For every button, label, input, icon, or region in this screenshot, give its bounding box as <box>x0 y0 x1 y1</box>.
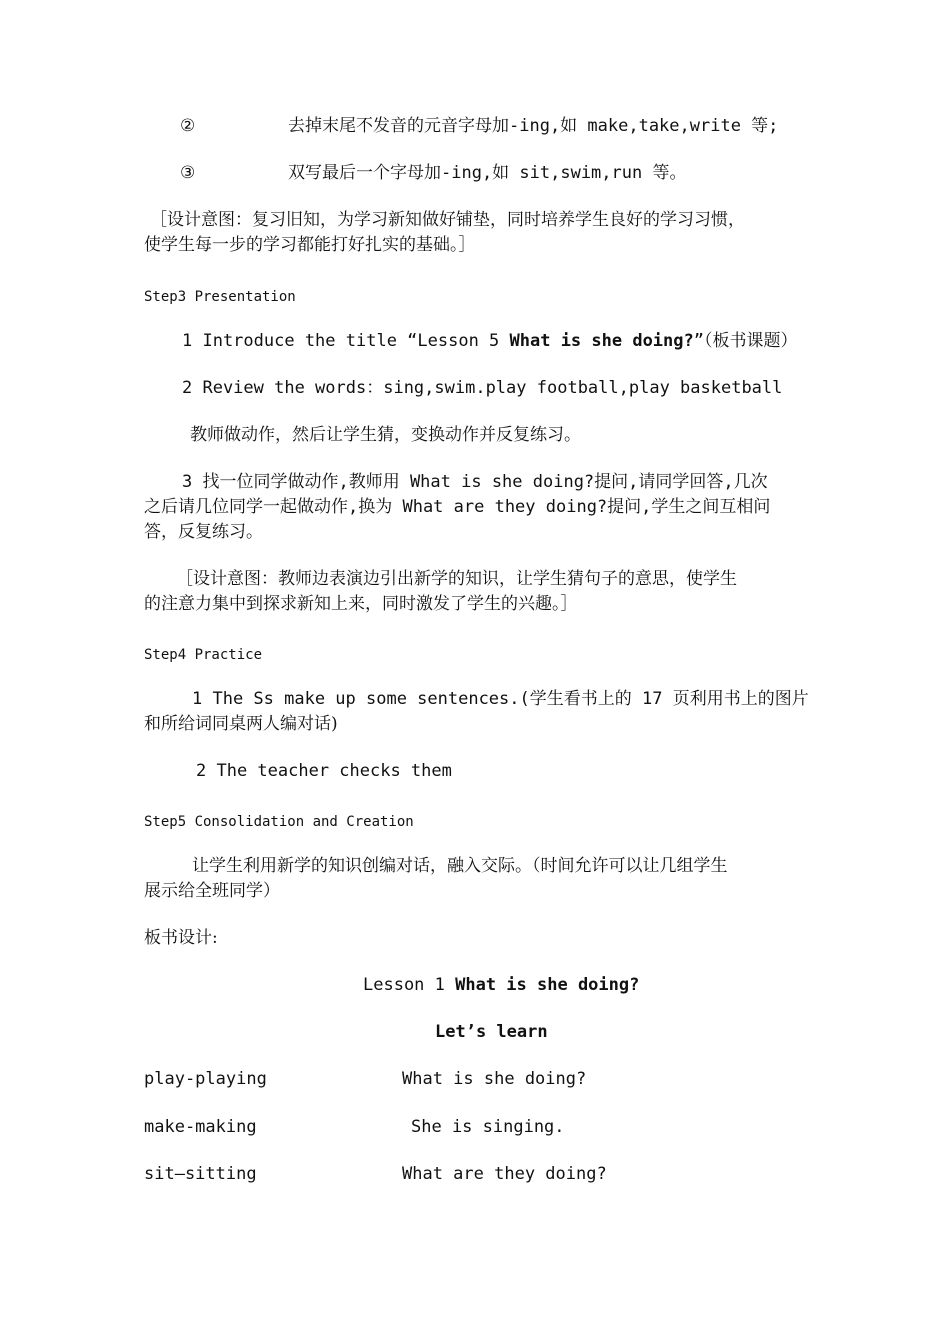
step5-heading: Step5 Consolidation and Creation <box>144 814 414 830</box>
step5-line2: 展示给全班同学） <box>144 881 280 901</box>
rule-text-3: 双写最后一个字母加-ing,如 sit,swim,run 等。 <box>288 163 687 183</box>
step3-item2: 2 Review the words：sing,swim.play football,play basketball <box>182 378 783 398</box>
step3-heading: Step3 Presentation <box>144 289 296 305</box>
rule-marker-3: ③ <box>180 163 196 183</box>
step3-item1-title: What is she doing? <box>509 331 694 351</box>
rule-marker-2: ② <box>180 116 196 136</box>
board-label: 板书设计: <box>144 928 218 948</box>
step3-teacher-action: 教师做动作，然后让学生猜，变换动作并反复练习。 <box>190 425 581 445</box>
step4-item1-line1: 1 The Ss make up some sentences.(学生看书上的 17 页利用书上的图片 <box>192 689 809 709</box>
step3-item1 <box>182 329 798 353</box>
step4-heading: Step4 Practice <box>144 647 263 663</box>
design-note-1-line1: ［设计意图：复习旧知，为学习新知做好铺垫，同时培养学生良好的学习习惯， <box>150 210 745 230</box>
design-note-1-line2: 使学生每一步的学习都能打好扎实的基础。］ <box>144 235 476 255</box>
step3-item1-prefix: 1 Introduce the title “Lesson 5 <box>182 331 510 351</box>
board-row-3-left: sit—sitting <box>144 1164 257 1184</box>
step3-item3-line2: 之后请几位同学一起做动作,换为 What are they doing?提问,学生之间互相问 <box>144 497 771 517</box>
board-title-question: What is she doing? <box>455 975 640 995</box>
board-title-prefix: Lesson 1 <box>363 975 456 995</box>
board-row-2-left: make-making <box>144 1117 257 1137</box>
step3-item3-line3: 答，反复练习。 <box>144 522 263 542</box>
board-row-3-right: What are they doing? <box>402 1164 607 1184</box>
board-row-1-right: What is she doing? <box>402 1069 587 1089</box>
board-row-2-right: She is singing. <box>411 1117 565 1137</box>
step3-item1-suffix: ”（板书课题） <box>693 331 798 351</box>
step5-line1: 让学生利用新学的知识创编对话，融入交际。（时间允许可以让几组学生 <box>192 856 728 876</box>
board-title <box>363 973 639 997</box>
step4-item1-line2: 和所给词同桌两人编对话) <box>144 714 338 734</box>
step3-item3-line1: 3 找一位同学做动作,教师用 What is she doing?提问,请同学回答,几次 <box>182 472 768 492</box>
design-note-2-line1: ［设计意图：教师边表演边引出新学的知识，让学生猜句子的意思，使学生 <box>176 569 737 589</box>
board-subtitle: Let’s learn <box>435 1022 548 1042</box>
step4-item2: 2 The teacher checks them <box>196 761 452 781</box>
board-row-1-left: play-playing <box>144 1069 267 1089</box>
design-note-2-line2: 的注意力集中到探求新知上来，同时激发了学生的兴趣。］ <box>144 594 578 614</box>
rule-text-2: 去掉末尾不发音的元音字母加-ing,如 make,take,write 等; <box>288 116 779 136</box>
